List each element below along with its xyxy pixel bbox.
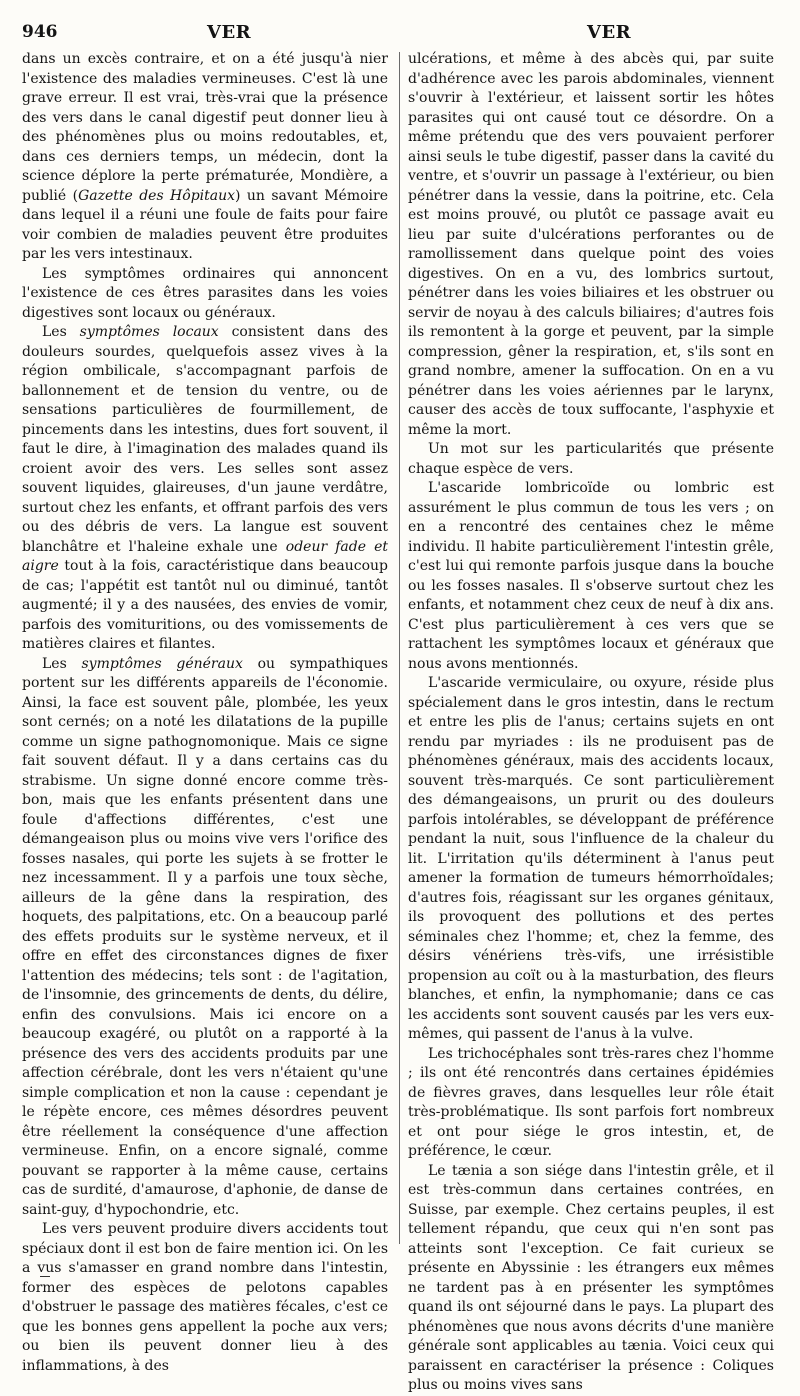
- italic-term: odeur fade et aigre: [22, 538, 388, 574]
- running-head-right: VER: [587, 22, 632, 43]
- publication-title: Gazette des Hôpitaux: [78, 187, 236, 204]
- paragraph: ulcérations, et même à des abcès qui, par suite d'adhérence avec les parois abdominales, viennent s'ouvrir à l'extérieur, et laissent sortir les hôtes parasites qui ont causé tout ce désordre. On a même prétendu que des vers pouvaient perforer ainsi seuls le tube digestif, passer dans la cavité du ventre, et s'ouvrir un passage à l'extérieur, ou bien pénétrer dans la vessie, dans la poitrine, etc. Cela est moins prouvé, ou plutôt ce passage avait eu lieu par suite d'ulcérations perforantes ou de ramollissement dans quelque point des voies digestives. On en a vu, des lombrics surtout, pénétrer dans les voies biliaires et les obstruer ou servir de noyau à des calculs biliaires; d'autres fois ils remontent à la gorge et peuvent, par la simple compression, gêner la respiration, et, s'ils sont en grand nombre, amener la suffocation. On en a vu pénétrer dans les voies aériennes par le larynx, causer des accès de toux suffocante, l'asphyxie et même la mort.: [408, 51, 774, 438]
- italic-term: symptômes locaux: [79, 324, 219, 340]
- running-head-left: VER: [207, 22, 252, 43]
- page-header: [22, 8, 778, 42]
- paragraph: L'ascaride vermiculaire, ou oxyure, réside plus spécialement dans le gros intestin, dans le rectum et entre les plis de l'anus; certains sujets en ont rendu par myriades : ils ne produisent pas de phénomènes généraux, mais des accidents locaux, souvent très-marqués. Ce sont particulièrement des démangeaisons, un prurit ou des douleurs parfois intolérables, se développant de préférence pendant la nuit, sous l'influence de la chaleur du lit. L'irritation qu'ils déterminent à l'anus peut amener la formation de tumeurs hémorrhoïdales; d'autres fois, réagissant sur les organes génitaux, ils provoquent des pollutions et des pertes séminales chez l'homme; et, chez la femme, des désirs vénériens très-vifs, une irrésistible propension au coït ou à la masturbation, des fleurs blanches, et enfin, la nymphomanie; dans ce cas les accidents sont souvent causés par les vers eux-mêmes, qui passent de l'anus à la vulve.: [408, 675, 774, 1042]
- paragraph: Les vers peuvent produire divers accidents tout spéciaux dont il est bon de faire mention ici. On les a vus s'amasser en grand nombre dans l'intestin, former des espèces de pelotons capables d'obstruer le passage des matières fécales, c'est ce que les bonnes gens appellent la poche aux vers; ou bien ils peuvent donner lieu à des inflammations, à des: [22, 1221, 388, 1374]
- column-divider: [399, 52, 400, 1244]
- right-column: [408, 50, 774, 1396]
- paragraph: Les symptômes généraux ou sympathiques portent sur les différents appareils de l'économie. Ainsi, la face est souvent pâle, plombée, les yeux sont cernés; on a noté les dilatations de la pupille comme un signe pathognomonique. Mais ce signe fait souvent défaut. Il y a dans certains cas du strabisme. Un signe donné encore comme très-bon, mais que les enfants présentent dans une foule d'affections différentes, c'est une démangeaison plus ou moins vive vers l'orifice des fosses nasales, qui porte les sujets à se frotter le nez incessamment. Il y a parfois une toux sèche, ailleurs de la gêne dans la respiration, des hoquets, des palpitations, etc. On a beaucoup parlé des effets produits sur le système nerveux, et il offre en effet des circonstances dignes de fixer l'attention des médecins; tels sont : de l'agitation, de l'insomnie, des grincements de dents, du délire, enfin des convulsions. Mais ici encore on a beaucoup exagéré, ou plutôt on a rapporté à la présence des vers des accidents produits par une affection cérébrale, dont les vers n'étaient qu'une simple complication et non la cause : cependant je le répète encore, ces mêmes désordres peuvent être réellement la conséquence d'une affection vermineuse. Enfin, on a encore signalé, comme pouvant se rapporter à la même cause, certains cas de surdité, d'amaurose, d'aphonie, de danse de saint-guy, d'hypochondrie, etc.: [22, 655, 388, 1218]
- paragraph: Les symptômes ordinaires qui annoncent l'existence de ces êtres parasites dans les voies digestives sont locaux ou généraux.: [22, 265, 388, 321]
- italic-term: symptômes généraux: [81, 655, 243, 672]
- paragraph: Les trichocéphales sont très-rares chez l'homme ; ils ont été rencontrés dans certaines épidémies de fièvres graves, dans lesquelles leur rôle était très-problématique. Ils sont parfois fort nombreux et ont pour siége le gros intestin, et, de préférence, le cœur.: [408, 1045, 774, 1159]
- paragraph: Le tænia a son siége dans l'intestin grêle, et il est très-commun dans certaines contrées, en Suisse, par exemple. Chez certains peuples, il est tellement répandu, que ceux qui n'en sont pas atteints sont l'exception. Ce fait curieux se présente en Abyssinie : les étrangers eux mêmes ne tardent pas à en présenter les symptômes quand ils ont séjourné dans le pays. La plupart des phénomènes que nous avons décrits d'une manière générale sont applicables au tænia. Voici ceux qui paraissent en caractériser la présence : Coliques plus ou moins vives sans: [408, 1162, 774, 1393]
- footer-dash: [40, 1276, 50, 1277]
- paragraph: Un mot sur les particularités que présente chaque espèce de vers.: [408, 441, 774, 477]
- paragraph: dans un excès contraire, et on a été jusqu'à nier l'existence des maladies vermineuses. C'est là une grave erreur. Il est vrai, très-vrai que la présence des vers dans le canal digestif peut donner lieu à des phénomènes plus ou moins redoutables, et, dans ces derniers temps, un médecin, dont la science déplore la perte prématurée, Mondière, a publié (Gazette des Hôpitaux) un savant Mémoire dans lequel il a réuni une foule de faits pour faire voir combien de maladies peuvent être produites par les vers intestinaux.: [22, 51, 388, 262]
- page-number: 946: [22, 22, 58, 42]
- paragraph: Les symptômes locaux consistent dans des douleurs sourdes, quelquefois assez vives à la région ombilicale, s'accompagnant parfois de ballonnement et de tension du ventre, ou de sensations particulières de fourmillement, de pincements dans les intestins, dues fort souvent, il faut le dire, à l'imagination des malades quand ils croient avoir des vers. Les selles sont assez souvent liquides, glaireuses, d'un jaune verdâtre, surtout chez les enfants, et offrant parfois des vers ou des débris de vers. La langue est souvent blanchâtre et l'haleine exhale une odeur fade et aigre tout à la fois, caractéristique dans beaucoup de cas; l'appétit est tantôt nul ou diminué, tantôt augmenté; il y a des nausées, des envies de vomir, parfois des vomituritions, ou des vomissements de matières claires et filantes.: [22, 324, 389, 652]
- paragraph: L'ascaride lombricoïde ou lombric est assurément le plus commun de tous les vers ; on en a rencontré des centaines chez le même individu. Il habite particulièrement l'intestin grêle, c'est lui qui remonte parfois jusque dans la bouche ou les fosses nasales. Il s'observe surtout chez les enfants, et notamment chez ceux de neuf à dix ans. C'est plus particulièrement à ces vers que se rattachent les symptômes locaux et généraux que nous avons mentionnés.: [408, 480, 774, 672]
- left-column: [22, 50, 388, 1376]
